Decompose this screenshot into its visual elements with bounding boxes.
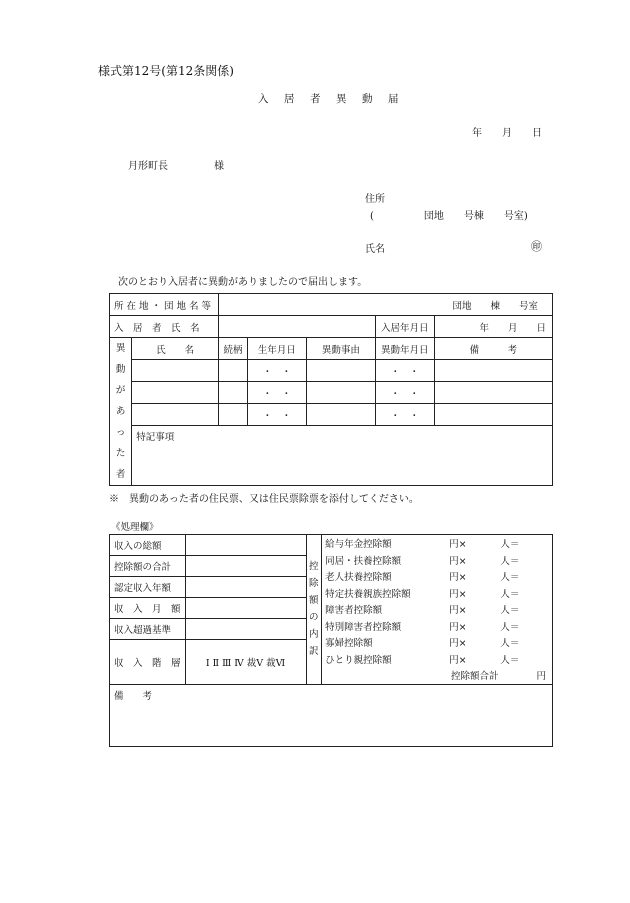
col-name: 氏 名 — [132, 338, 219, 360]
remarks-field[interactable] — [110, 684, 553, 746]
deduction-breakdown — [322, 535, 553, 685]
list-item[interactable]: 同居・扶養控除額 円× 人＝ — [325, 555, 520, 567]
annual-income-field[interactable] — [185, 577, 306, 598]
list-item[interactable]: 給与年金控除額 円× 人＝ — [325, 539, 520, 551]
title-char: 異 — [336, 93, 347, 105]
list-item[interactable]: ひとり親控除額 円× 人＝ — [325, 654, 520, 666]
deduction-sum-field[interactable] — [185, 556, 306, 577]
col-remarks: 備 考 — [434, 338, 552, 360]
deduction-breakdown-label: 控 除 額 の 内 訳 — [306, 535, 322, 685]
recipient — [128, 157, 224, 172]
title-char: 居 — [284, 93, 295, 105]
move-in-field[interactable]: 年 月 日 — [434, 316, 552, 338]
location-field[interactable]: 団地 棟 号室 — [219, 294, 553, 316]
col-relation: 続柄 — [219, 338, 248, 360]
location-label: 所在地・団地名等 — [110, 294, 219, 316]
changed-persons-side-label: 異 動 が あ っ た 者 — [110, 338, 132, 486]
title-char: 者 — [310, 93, 321, 105]
list-item[interactable]: 老人扶養控除額 円× 人＝ — [325, 572, 520, 584]
col-change-date: 異動年月日 — [375, 338, 434, 360]
recipient-name: 月形町長 — [128, 161, 168, 172]
total-income-field[interactable] — [185, 535, 306, 556]
address-line[interactable]: ( 団地 号棟 号室) — [370, 211, 528, 222]
table-row[interactable]: ・ ・ ・ ・ — [110, 404, 553, 426]
monthly-income-label: 収 入 月 額 — [110, 598, 186, 619]
resident-name-label: 入 居 者 氏 名 — [110, 316, 219, 338]
special-notes-label: 特記事項 — [136, 432, 175, 443]
document-title — [258, 91, 414, 106]
monthly-income-field[interactable] — [185, 598, 306, 619]
excess-standard-label: 収入超過基準 — [110, 619, 186, 640]
address-label: 住所 — [365, 194, 385, 205]
processing-section-label: 《処理欄》 — [111, 522, 159, 533]
deduction-sum-label: 控除額の合計 — [110, 556, 186, 577]
income-level-options[interactable]: Ⅰ Ⅱ Ⅲ Ⅳ 裁Ⅴ 裁Ⅵ — [185, 640, 306, 685]
deduction-total[interactable]: 控除額合計 円 — [450, 671, 546, 683]
name-label: 氏名 — [365, 244, 385, 255]
date-field[interactable] — [472, 124, 562, 139]
title-char: 入 — [258, 93, 269, 105]
annual-income-label: 認定収入年額 — [110, 577, 186, 598]
title-char: 動 — [362, 93, 373, 105]
table-row[interactable]: ・ ・ ・ ・ — [110, 360, 553, 382]
table-row[interactable]: ・ ・ ・ ・ — [110, 382, 553, 404]
remarks-label: 備 考 — [114, 690, 153, 702]
recipient-suffix: 様 — [214, 161, 224, 172]
title-char: 届 — [388, 93, 399, 105]
resident-change-table — [109, 293, 553, 486]
list-item[interactable]: 特別障害者控除額 円× 人＝ — [325, 621, 520, 633]
intro-text: 次のとおり入居者に異動がありましたので届出します。 — [118, 277, 368, 288]
day-label: 日 — [532, 128, 542, 139]
total-income-label: 収入の総額 — [110, 535, 186, 556]
list-item[interactable]: 寡婦控除額 円× 人＝ — [325, 638, 520, 650]
attachment-note: ※ 異動のあった者の住民票、又は住民票除票を添付してください。 — [109, 494, 419, 505]
seal-mark: ㊞ — [531, 240, 542, 253]
excess-standard-field[interactable] — [185, 619, 306, 640]
income-level-label: 収 入 階 層 — [110, 640, 186, 685]
special-notes-field[interactable] — [132, 426, 553, 486]
form-number: 様式第12号(第12条関係) — [98, 64, 234, 78]
col-reason: 異動事由 — [306, 338, 375, 360]
list-item[interactable]: 障害者控除額 円× 人＝ — [325, 605, 520, 617]
list-item[interactable]: 特定扶養親族控除額 円× 人＝ — [325, 588, 520, 600]
month-label: 月 — [502, 128, 512, 139]
processing-table — [109, 534, 553, 747]
col-birthdate: 生年月日 — [247, 338, 306, 360]
move-in-label: 入居年月日 — [375, 316, 434, 338]
year-label: 年 — [472, 128, 482, 139]
resident-name-field[interactable] — [219, 316, 376, 338]
